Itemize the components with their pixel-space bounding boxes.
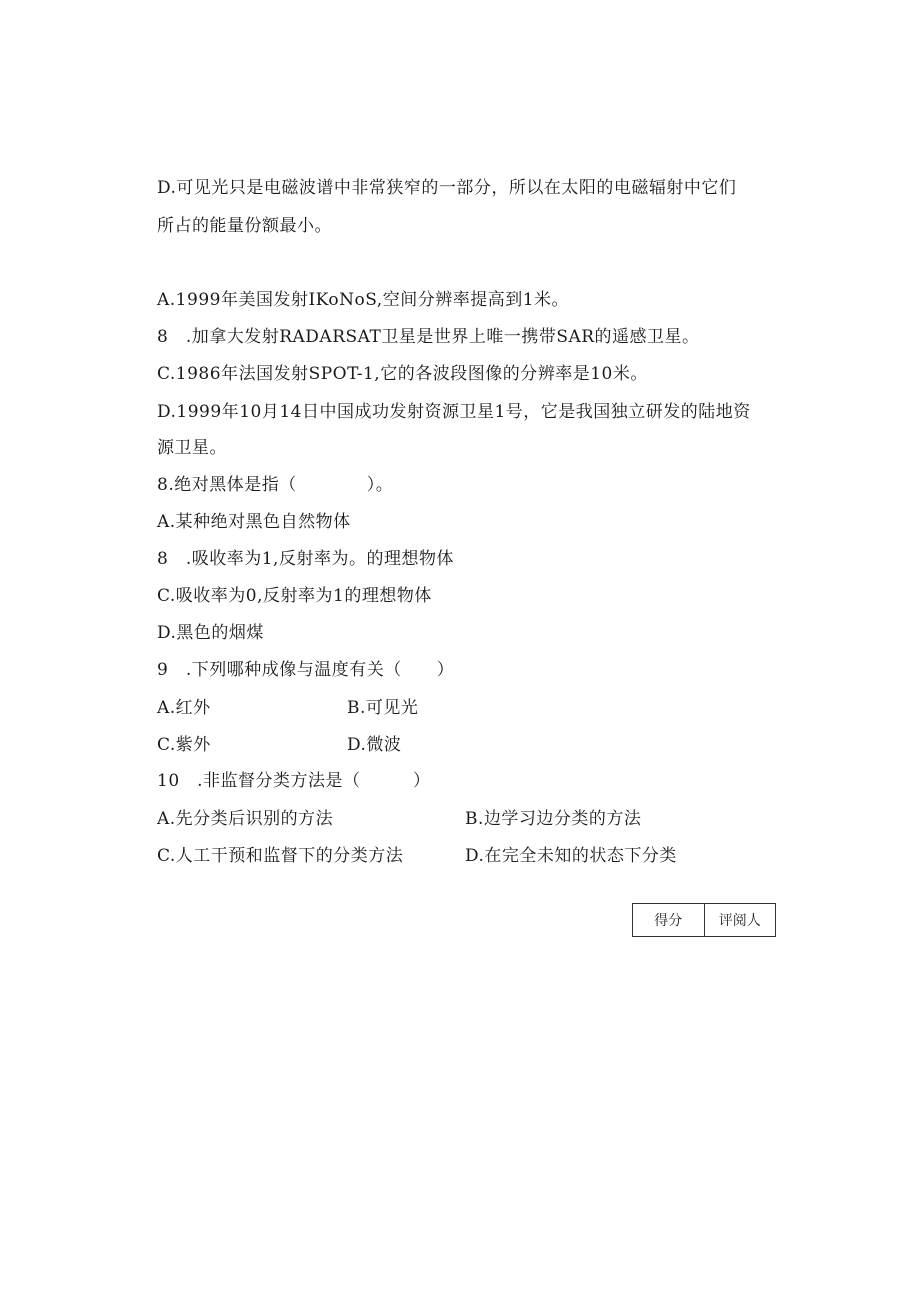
q7-option-d-line2: 源卫星。 (157, 438, 227, 458)
q7-option-c: C.1986年法国发射SPOT-1,它的各波段图像的分辨率是10米。 (157, 364, 648, 384)
q9-option-d: D.微波 (347, 735, 402, 755)
q8-option-c: C.吸收率为0,反射率为1的理想物体 (157, 586, 432, 606)
option-d-line1: D.可见光只是电磁波谱中非常狭窄的一部分，所以在太阳的电磁辐射中它们 (157, 178, 737, 198)
score-label: 得分 (654, 913, 683, 929)
q8-question: 8.绝对黑体是指（ ）。 (157, 475, 394, 495)
q10-option-b: B.边学习边分类的方法 (465, 809, 642, 829)
q8-option-a: A.某种绝对黑色自然物体 (157, 512, 351, 532)
q7-option-d-line1: D.1999年10月14日中国成功发射资源卫星1号，它是我国独立研发的陆地资 (157, 402, 751, 422)
q9-option-a: A.红外 (157, 698, 211, 718)
option-d-line2: 所占的能量份额最小。 (157, 216, 332, 236)
q8-option-b: 8 .吸收率为1,反射率为。的理想物体 (157, 549, 454, 569)
q9-question: 9 .下列哪种成像与温度有关（ ） (157, 660, 455, 680)
q7-option-b: 8 .加拿大发射RADARSAT卫星是世界上唯一携带SAR的遥感卫星。 (157, 327, 700, 347)
q10-option-c: C.人工干预和监督下的分类方法 (157, 846, 404, 866)
q8-option-d: D.黑色的烟煤 (157, 623, 264, 643)
q9-option-c: C.紫外 (157, 735, 211, 755)
q9-option-b: B.可见光 (347, 698, 419, 718)
q7-option-a: A.1999年美国发射IKoNoS,空间分辨率提高到1米。 (157, 290, 570, 310)
q10-question: 10 .非监督分类方法是（ ） (157, 771, 431, 791)
q10-option-a: A.先分类后识别的方法 (157, 809, 334, 829)
q10-option-d: D.在完全未知的状态下分类 (465, 846, 677, 866)
reviewer-label: 评阅人 (704, 904, 776, 936)
score-table (632, 903, 776, 937)
